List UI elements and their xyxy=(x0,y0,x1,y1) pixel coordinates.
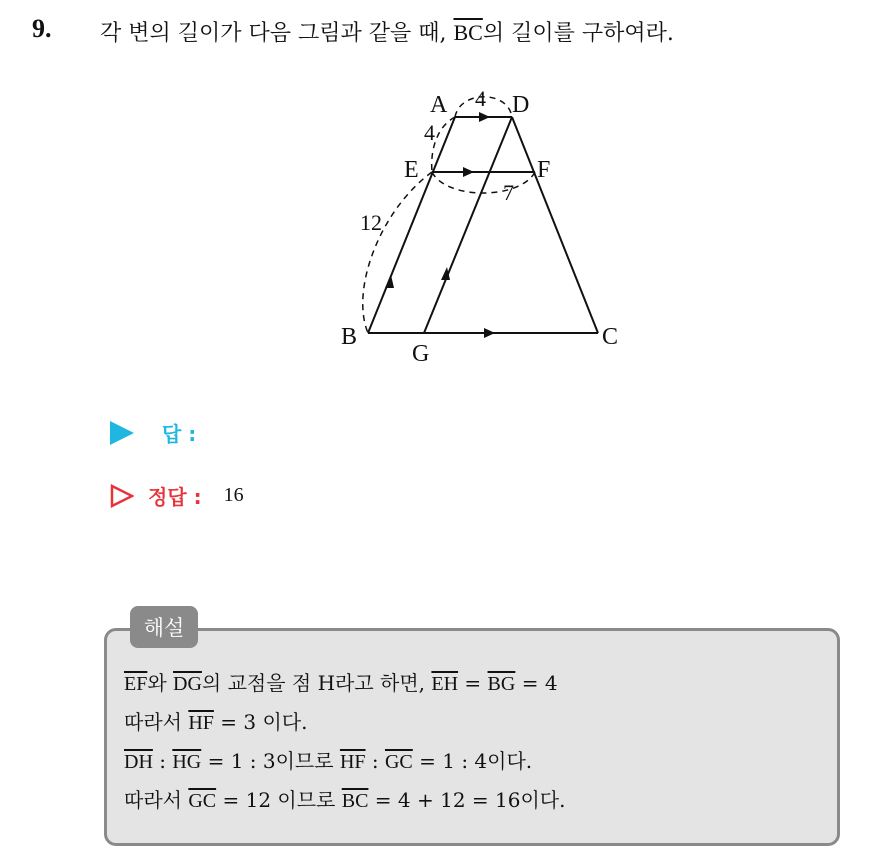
trapezoid-figure xyxy=(330,84,630,374)
solution-text: = 12 이므로 xyxy=(216,788,342,812)
arrow-bc xyxy=(484,328,495,338)
point-label-f: F xyxy=(537,157,551,183)
solution-line-4 xyxy=(124,781,565,820)
question-text-before: 각 변의 길이가 다음 그림과 같을 때, xyxy=(100,21,454,46)
correct-answer-value: 16 xyxy=(223,484,244,506)
arc-eb xyxy=(363,172,432,333)
answer-label: 답 : xyxy=(162,422,197,446)
solution-text: = 4 + 12 = 16이다. xyxy=(368,788,566,812)
question-segment-bc: $\overline{BC}$ xyxy=(453,20,483,45)
point-label-c: C xyxy=(602,324,619,350)
segment-dg: $\overline{DG}$ xyxy=(173,673,202,695)
point-label-b: B xyxy=(341,324,358,350)
solution-line-2 xyxy=(124,703,565,742)
segment-ef: $\overline{EF}$ xyxy=(124,673,148,695)
segment-bg: $\overline{BG}$ xyxy=(487,673,516,695)
arrow-ef xyxy=(463,167,474,177)
segment-gc: $\overline{GC}$ xyxy=(188,790,217,812)
solution-text: 와 xyxy=(147,671,174,695)
correct-answer-row xyxy=(110,481,244,510)
line-dg xyxy=(424,117,512,333)
solution-lines xyxy=(124,664,565,820)
line-dc xyxy=(512,117,598,333)
question-text xyxy=(100,16,674,47)
solution-text: = 4 xyxy=(515,671,558,695)
solution-text: 따라서 xyxy=(124,788,189,812)
solution-text: = 1 : 4이다. xyxy=(412,749,533,773)
point-label-d: D xyxy=(512,92,530,118)
point-label-a: A xyxy=(430,92,448,118)
correct-answer-label: 정답 : xyxy=(148,485,202,509)
answer-row xyxy=(110,418,196,447)
solution-line-1 xyxy=(124,664,565,703)
correct-answer-triangle-icon xyxy=(110,484,134,508)
arc-ef xyxy=(432,172,535,193)
point-label-g: G xyxy=(412,341,430,367)
solution-text: : xyxy=(152,749,173,773)
segment-dh: $\overline{DH}$ xyxy=(124,751,153,773)
length-ef: 7 xyxy=(503,180,514,205)
segment-hg: $\overline{HG}$ xyxy=(172,751,202,773)
solution-text: 의 교점을 점 H라고 하면, xyxy=(201,671,432,695)
segment-hf: $\overline{HF}$ xyxy=(188,712,214,734)
length-ae: 4 xyxy=(424,120,435,145)
length-ad: 4 xyxy=(475,86,486,111)
segment-eh: $\overline{EH}$ xyxy=(431,673,459,695)
question-text-after: 의 길이를 구하여라. xyxy=(482,21,674,46)
arrow-ad xyxy=(479,112,490,122)
point-label-e: E xyxy=(404,157,419,183)
answer-triangle-icon xyxy=(110,421,134,445)
segment-bc: $\overline{BC}$ xyxy=(341,790,369,812)
solution-text: 따라서 xyxy=(124,710,189,734)
solution-tag: 해설 xyxy=(130,606,198,648)
solution-line-3 xyxy=(124,742,565,781)
length-eb: 12 xyxy=(360,210,382,235)
segment-gc: $\overline{GC}$ xyxy=(384,751,413,773)
solution-text: = 1 : 3이므로 xyxy=(201,749,340,773)
solution-text: : xyxy=(365,749,385,773)
question-number: 9. xyxy=(32,14,52,43)
solution-text: = 3 이다. xyxy=(213,710,308,734)
segment-hf: $\overline{HF}$ xyxy=(339,751,366,773)
solution-text: = xyxy=(458,671,488,695)
